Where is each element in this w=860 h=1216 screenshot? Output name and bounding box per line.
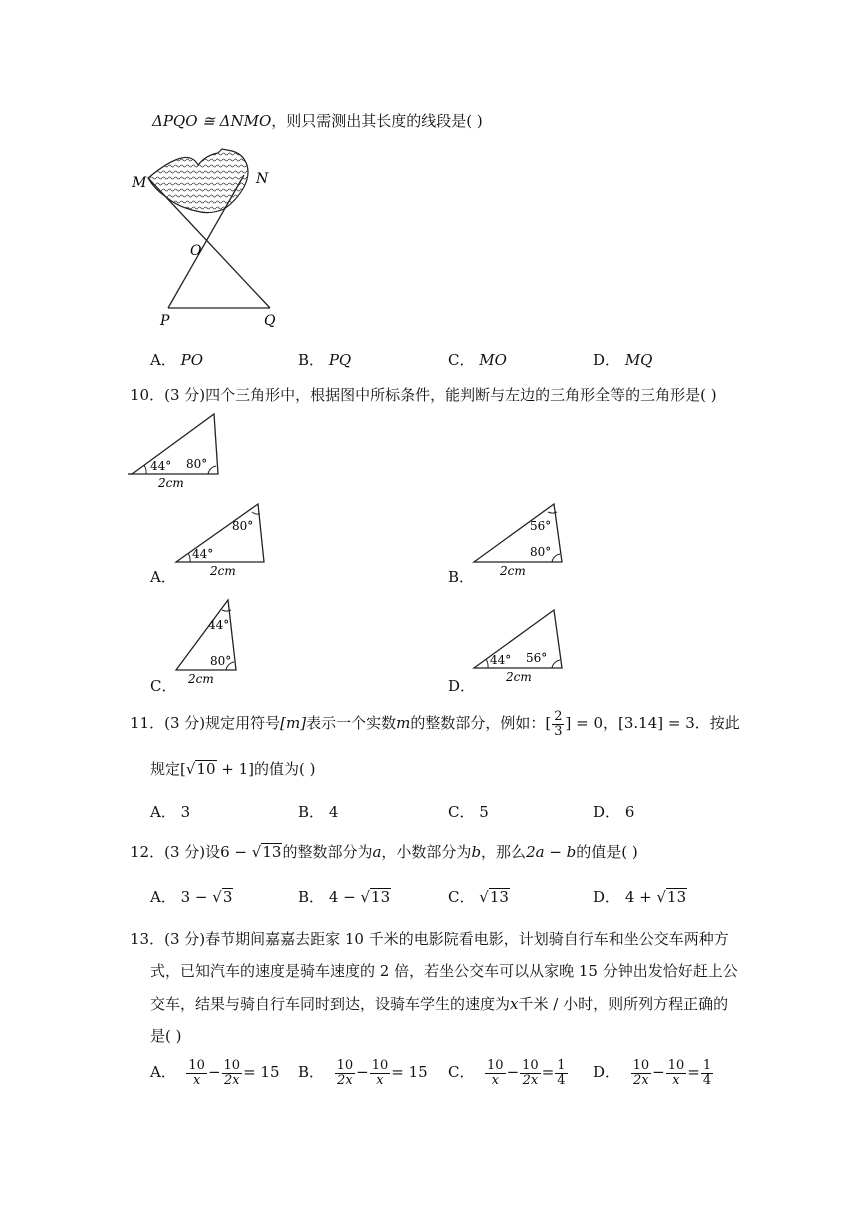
q10-number: 10． xyxy=(130,386,165,404)
option-letter: D． xyxy=(593,803,621,821)
q13-line2 xyxy=(150,960,738,981)
q13-option-a[interactable]: A． $\frac{10}{x}$ − $\frac{10}{2x}$ = 15 xyxy=(150,1057,280,1088)
q11-stem-line1 xyxy=(130,708,740,738)
q11-score: (3 分) xyxy=(164,714,206,732)
sqrt-icon: √ xyxy=(656,888,667,906)
opt-b-side: 2cm xyxy=(500,564,526,578)
q10-option-b-triangle xyxy=(470,500,570,580)
option-letter: A． xyxy=(150,351,176,369)
q11-radicand: 10 xyxy=(196,760,216,778)
option-value: 6 xyxy=(624,803,635,821)
q13-option-c[interactable]: C． $\frac{10}{x}$ − $\frac{10}{2x}$ = $\frac{1}{4}$ xyxy=(448,1057,566,1088)
option-radicand: 13 xyxy=(667,888,687,906)
frac-num: 2 xyxy=(554,708,563,724)
q12-var-a: a xyxy=(372,843,382,861)
opt-d-angle-left: 44° xyxy=(490,653,512,667)
frac-2 xyxy=(666,1059,687,1087)
q13-var-x: x xyxy=(510,995,519,1013)
opt-a-side: 2cm xyxy=(210,564,236,578)
frac-num: 10 xyxy=(336,1057,354,1073)
q11-paren: ( ) xyxy=(299,760,316,778)
q9-label-O: O xyxy=(190,243,202,259)
option-letter: D． xyxy=(593,888,621,906)
q11-text: ．按此 xyxy=(694,714,740,732)
q9-label-M: M xyxy=(132,175,147,191)
rhs-value: 15 xyxy=(408,1063,428,1081)
q11-symbol: [m] xyxy=(280,714,307,732)
frac-2 xyxy=(520,1059,541,1087)
option-value: 4 xyxy=(328,803,339,821)
q9-pond-shape xyxy=(148,149,248,213)
opt-c-side: 2cm xyxy=(188,672,214,686)
q13-option-b[interactable]: B． $\frac{10}{2x}$ − $\frac{10}{x}$ = 15 xyxy=(298,1057,428,1088)
q11-bracket: [ xyxy=(545,714,552,732)
q12-option-c[interactable] xyxy=(448,886,510,907)
q12-paren: ( ) xyxy=(621,843,638,861)
ref-angle-right: 80° xyxy=(186,457,208,471)
q12-text: ，小数部分为 xyxy=(381,843,472,861)
q9-option-d[interactable] xyxy=(593,349,652,370)
q13-text: 千米 / 小时，则所列方程正确的 xyxy=(518,995,729,1013)
q12-stem xyxy=(130,841,638,862)
opt-d-angle-right: 56° xyxy=(526,651,548,665)
option-value: PQ xyxy=(328,351,352,369)
opt-c-angle-right: 80° xyxy=(210,654,232,668)
q12-text: ，那么 xyxy=(481,843,527,861)
q11-option-d[interactable] xyxy=(593,801,634,822)
option-letter: C． xyxy=(448,803,475,821)
q9-figure xyxy=(126,145,296,335)
frac-num: 10 xyxy=(223,1057,241,1073)
opt-a-angle-top: 80° xyxy=(232,519,254,533)
frac-den: 4 xyxy=(557,1072,566,1088)
ref-angle-left: 44° xyxy=(150,459,172,473)
option-radicand: 13 xyxy=(371,888,391,906)
q10-paren: ( ) xyxy=(700,386,717,404)
q10-option-a-triangle xyxy=(172,500,272,580)
frac-num: 1 xyxy=(702,1057,712,1073)
frac-num: 10 xyxy=(188,1057,205,1073)
q13-text: 式，已知汽车的速度是骑车速度的 2 倍，若坐公交车可以从家晚 15 分钟出发恰好赶上公 xyxy=(150,962,738,980)
frac-den: x xyxy=(672,1072,680,1088)
frac-den: 3 xyxy=(554,723,563,739)
q13-option-d[interactable]: D． $\frac{10}{2x}$ − $\frac{10}{x}$ = $\frac{1}{4}$ xyxy=(593,1057,712,1088)
q11-sep: ， xyxy=(602,714,618,732)
option-radicand: 13 xyxy=(489,888,509,906)
q13-paren: ( ) xyxy=(165,1027,182,1045)
option-pre: 3 − xyxy=(180,888,213,906)
q9-congruence: ΔPQO ≅ ΔNMO xyxy=(152,112,272,130)
ref-side: 2cm xyxy=(158,476,184,490)
option-letter: B． xyxy=(298,803,325,821)
q13-text: 春节期间嘉嘉去距家 10 千米的电影院看电影，计划骑自行车和坐公交车两种方 xyxy=(205,930,729,948)
q9-paren: ( ) xyxy=(466,112,483,130)
q12-number: 12． xyxy=(130,843,165,861)
q13-score: (3 分) xyxy=(164,930,206,948)
frac-num: 10 xyxy=(487,1057,504,1073)
frac-den: 2x xyxy=(633,1072,649,1088)
q11-option-b[interactable] xyxy=(298,801,338,822)
q11-text: 表示一个实数 xyxy=(306,714,397,732)
frac-num: 10 xyxy=(667,1057,685,1073)
option-letter: A． xyxy=(150,1063,176,1081)
frac-1 xyxy=(631,1059,652,1087)
q13-number: 13． xyxy=(130,930,165,948)
q12-text: 的整数部分为 xyxy=(282,843,373,861)
frac-den: 2x xyxy=(522,1072,539,1088)
q11-number: 11． xyxy=(130,714,165,732)
q11-ex1-result: ] = 0 xyxy=(565,714,603,732)
q9-option-a[interactable] xyxy=(150,349,203,370)
q11-ex2: [3.14] = 3 xyxy=(618,714,695,732)
q9-stem xyxy=(152,110,483,131)
q12-expr2: 2a − b xyxy=(526,843,577,861)
q11-expr-close: + 1] xyxy=(216,760,255,778)
option-letter: B． xyxy=(298,888,325,906)
frac-den: 2x xyxy=(337,1072,353,1088)
frac-num: 10 xyxy=(371,1057,389,1073)
rhs-value: 15 xyxy=(260,1063,280,1081)
option-radicand: 3 xyxy=(222,888,233,906)
frac-num: 10 xyxy=(522,1057,539,1073)
q11-var-m: m xyxy=(396,714,411,732)
q12-score: (3 分) xyxy=(164,843,206,861)
option-letter: D． xyxy=(448,677,476,695)
q11-fraction xyxy=(552,710,564,738)
q12-option-b[interactable] xyxy=(298,886,391,907)
sqrt-icon: √ xyxy=(360,888,371,906)
q11-bracket: [ xyxy=(180,760,186,778)
sqrt-icon: √ xyxy=(479,888,489,906)
q10-option-d-triangle xyxy=(470,606,570,686)
frac-den: x xyxy=(491,1072,499,1088)
q9-option-b[interactable] xyxy=(298,349,351,370)
q9-label-P: P xyxy=(160,313,170,329)
option-letter: B． xyxy=(298,1063,325,1081)
q11-stem-line2 xyxy=(150,758,316,779)
frac-rhs xyxy=(701,1059,713,1087)
sqrt-icon: √ xyxy=(212,888,222,906)
q13-line4 xyxy=(150,1025,182,1046)
q12-radicand: 13 xyxy=(262,843,282,861)
option-value: 5 xyxy=(479,803,489,821)
option-value: PO xyxy=(180,351,204,369)
q11-option-c[interactable] xyxy=(448,801,489,822)
q12-text: 的值是 xyxy=(576,843,622,861)
option-letter: A． xyxy=(150,888,176,906)
opt-b-angle-right: 80° xyxy=(530,545,552,559)
option-value: MO xyxy=(479,351,507,369)
frac-den: 2x xyxy=(223,1072,240,1088)
option-pre: 4 + xyxy=(624,888,657,906)
frac-2 xyxy=(222,1059,243,1087)
option-letter: B． xyxy=(448,568,475,586)
opt-b-angle-top: 56° xyxy=(530,519,552,533)
q11-text: 规定 xyxy=(150,760,181,778)
q9-stem-text: ，则只需测出其长度的线段是 xyxy=(271,112,467,130)
q13-line3 xyxy=(150,993,728,1014)
q12-expr: 6 − xyxy=(220,843,252,861)
frac-1 xyxy=(186,1059,207,1087)
frac-1 xyxy=(485,1059,506,1087)
frac-den: x xyxy=(192,1072,201,1088)
q12-var-b: b xyxy=(471,843,482,861)
frac-rhs xyxy=(555,1059,567,1087)
option-letter: A． xyxy=(150,803,176,821)
q13-text: 是 xyxy=(150,1027,166,1045)
option-letter: C． xyxy=(448,1063,475,1081)
q9-label-N: N xyxy=(256,171,269,187)
frac-2 xyxy=(370,1059,391,1087)
option-value: MQ xyxy=(624,351,653,369)
opt-c-angle-top: 44° xyxy=(208,618,230,632)
sqrt-icon: √ xyxy=(185,760,196,778)
q10-stem xyxy=(130,384,717,405)
q11-text: 的值为 xyxy=(254,760,300,778)
opt-d-side: 2cm xyxy=(506,670,532,684)
option-pre: 4 − xyxy=(328,888,361,906)
option-letter: C． xyxy=(448,351,475,369)
q10-text: 四个三角形中，根据图中所标条件，能判断与左边的三角形全等的三角形是 xyxy=(205,386,701,404)
option-value: 3 xyxy=(180,803,191,821)
opt-a-angle-left: 44° xyxy=(192,547,214,561)
sqrt-icon: √ xyxy=(251,843,262,861)
option-letter: B． xyxy=(298,351,325,369)
q9-label-Q: Q xyxy=(264,313,276,329)
option-letter: C． xyxy=(150,677,177,695)
option-letter: C． xyxy=(448,888,475,906)
option-letter: A． xyxy=(150,568,176,586)
option-letter: D． xyxy=(593,351,621,369)
q11-option-a[interactable] xyxy=(150,801,190,822)
q12-option-a[interactable] xyxy=(150,886,233,907)
frac-den: x xyxy=(376,1072,384,1088)
q11-text: 规定用符号 xyxy=(205,714,281,732)
frac-num: 10 xyxy=(632,1057,650,1073)
q10-option-c-triangle xyxy=(172,596,252,688)
q12-option-d[interactable] xyxy=(593,886,687,907)
option-letter: D． xyxy=(593,1063,621,1081)
q10-reference-triangle xyxy=(128,410,228,490)
q13-text: 交车，结果与骑自行车同时到达，设骑车学生的速度为 xyxy=(150,995,511,1013)
q12-text: 设 xyxy=(205,843,221,861)
q10-score: (3 分) xyxy=(164,386,206,404)
frac-1 xyxy=(335,1059,356,1087)
q9-option-c[interactable] xyxy=(448,349,507,370)
frac-den: 4 xyxy=(702,1072,712,1088)
frac-num: 1 xyxy=(557,1057,566,1073)
q11-text: 的整数部分，例如： xyxy=(410,714,546,732)
q13-line1 xyxy=(130,928,729,949)
